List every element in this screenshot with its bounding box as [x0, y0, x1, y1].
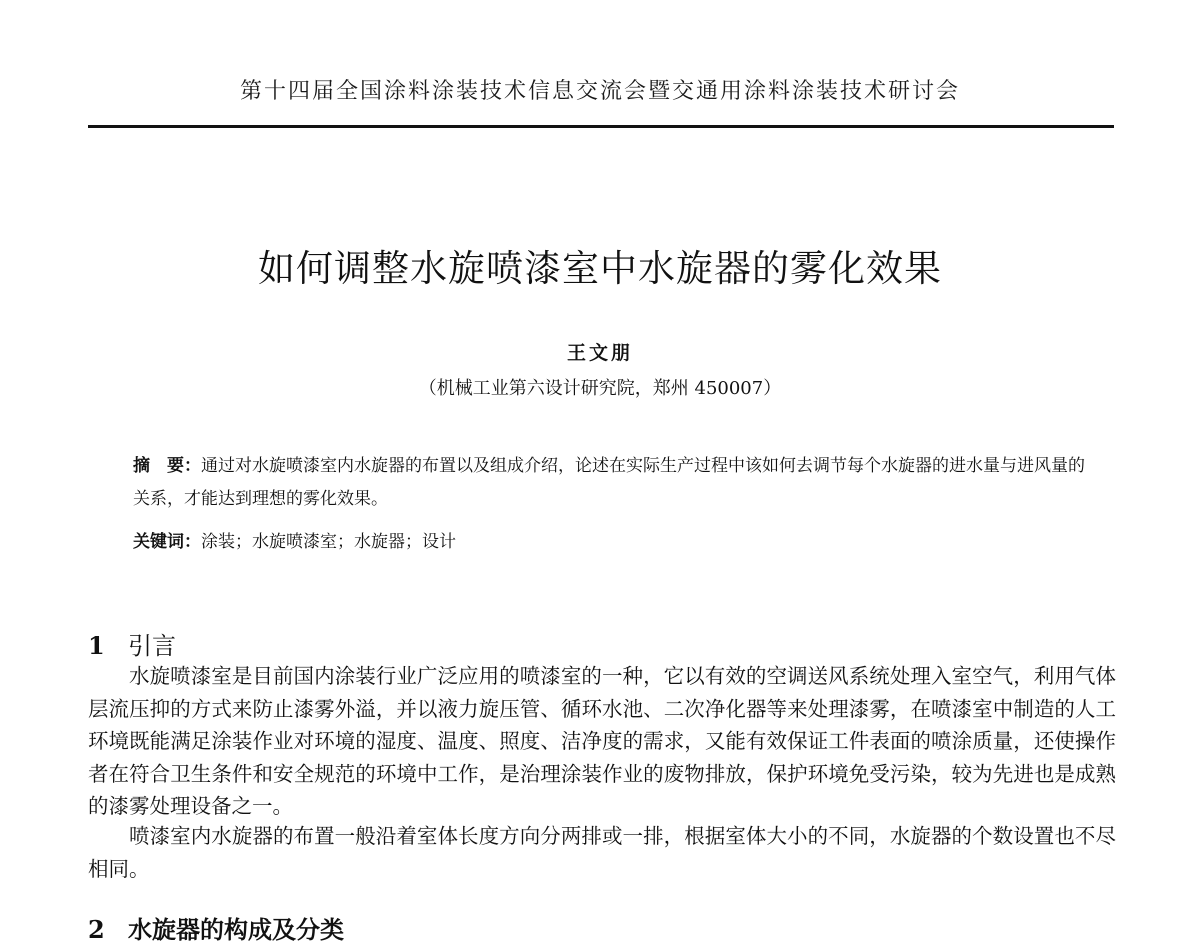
author-name: 王文朋 [566, 342, 633, 364]
abstract-label: 摘 要： [133, 456, 201, 476]
section-number: 2 [88, 915, 105, 944]
keywords [133, 526, 1093, 559]
section-title: 水旋器的构成及分类 [128, 916, 344, 944]
author-affiliation: （机械工业第六设计研究院，郑州 450007） [418, 378, 782, 399]
body-paragraph: 喷漆室内水旋器的布置一般沿着室体长度方向分两排或一排，根据室体大小的不同，水旋器的个数设置也不尽相同。 [88, 824, 1116, 881]
header-rule [88, 125, 1114, 128]
keywords-label: 关键词： [133, 532, 201, 552]
section-heading-introduction [88, 626, 176, 661]
keywords-text: 涂装；水旋喷漆室；水旋器；设计 [201, 532, 456, 552]
abstract-text: 通过对水旋喷漆室内水旋器的布置以及组成介绍，论述在实际生产过程中该如何去调节每个水旋器的进水量与进风量的关系，才能达到理想的雾化效果。 [133, 456, 1085, 509]
section-title: 引言 [128, 632, 176, 660]
running-header: 第十四届全国涂料涂装技术信息交流会暨交通用涂料涂装技术研讨会 [239, 79, 960, 104]
paper-title: 如何调整水旋喷漆室中水旋器的雾化效果 [258, 247, 942, 290]
body-paragraph: 水旋喷漆室是目前国内涂装行业广泛应用的喷漆室的一种，它以有效的空调送风系统处理入室空气，利用气体层流压抑的方式来防止漆雾外溢，并以液力旋压管、循环水池、二次净化器等来处理漆雾，在喷漆室中制造的人工环境既能满足涂装作业对环境的湿度、温度、照度、洁净度的需求，又能有效保证工件表面的喷涂质量，还使操作者在符合卫生条件和安全规范的环境中工作，是治理涂装作业的废物排放，保护环境免受污染，较为先进也是成熟的漆雾处理设备之一。 [88, 664, 1116, 818]
section-number: 1 [88, 631, 105, 660]
abstract [133, 450, 1093, 516]
section-heading-composition [88, 910, 344, 945]
abstract-paragraph [133, 450, 1093, 516]
